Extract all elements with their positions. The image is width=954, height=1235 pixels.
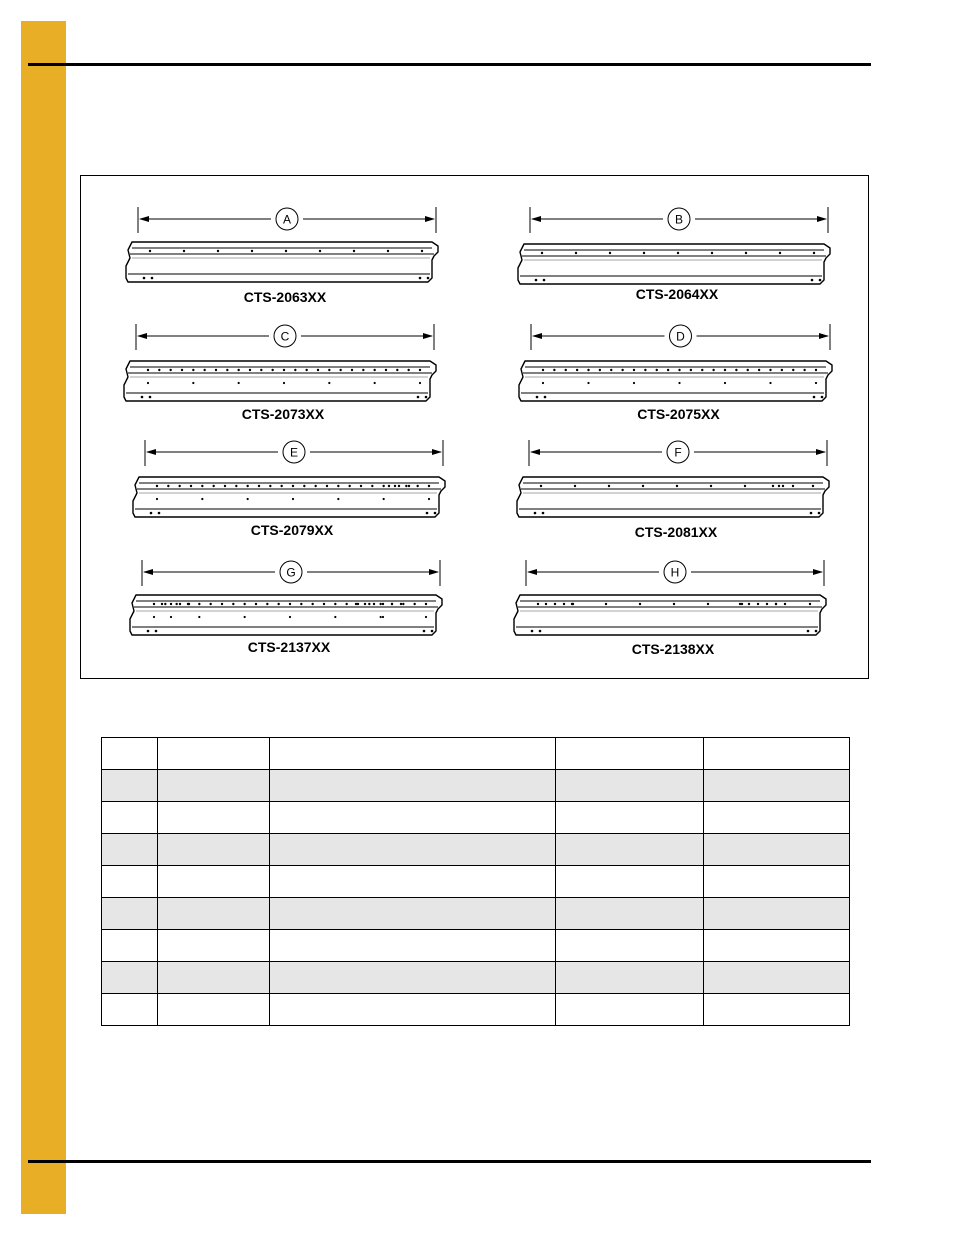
dimension-label: D (676, 329, 685, 344)
dimension-label: C (280, 329, 290, 344)
table-cell (102, 930, 158, 962)
table-cell (270, 930, 556, 962)
table-row (102, 962, 850, 994)
table-cell (158, 994, 270, 1026)
table-cell (102, 898, 158, 930)
table-cell (270, 834, 556, 866)
table-cell (704, 994, 850, 1026)
table-cell (556, 898, 704, 930)
table-cell (270, 802, 556, 834)
parts-figure (80, 175, 869, 679)
table-cell (270, 866, 556, 898)
part-number-label: CTS-2073XX (241, 406, 325, 422)
table-cell (158, 770, 270, 802)
table-cell (270, 898, 556, 930)
table-cell (102, 962, 158, 994)
header-rule (28, 63, 871, 66)
channel-c (124, 324, 436, 422)
table-cell (556, 834, 704, 866)
channel-h (514, 560, 826, 657)
table-cell (158, 802, 270, 834)
dimension-label: B (674, 212, 684, 227)
table-row (102, 866, 850, 898)
channel-e (133, 440, 445, 538)
side-tab (21, 21, 66, 1214)
table-cell (704, 866, 850, 898)
dimension-label: A (282, 212, 292, 227)
table-cell (102, 994, 158, 1026)
dimension-label: G (286, 565, 296, 580)
table-cell (158, 834, 270, 866)
table-cell (704, 962, 850, 994)
table-cell (102, 866, 158, 898)
table-row (102, 802, 850, 834)
channel-f (517, 440, 829, 540)
footer-rule (28, 1160, 871, 1163)
table-cell (556, 930, 704, 962)
table-cell (102, 738, 158, 770)
part-number-label: CTS-2138XX (631, 641, 715, 657)
dimension-label: H (670, 565, 680, 580)
table-cell (556, 802, 704, 834)
table-row (102, 930, 850, 962)
parts-drawing (81, 176, 870, 680)
table-cell (556, 962, 704, 994)
channel-d (519, 324, 832, 422)
part-number-label: CTS-2081XX (634, 524, 718, 540)
part-number-label: CTS-2075XX (637, 406, 720, 422)
table-cell (704, 898, 850, 930)
table-row (102, 834, 850, 866)
table-cell (704, 770, 850, 802)
table-cell (270, 770, 556, 802)
table-cell (102, 770, 158, 802)
table-row (102, 770, 850, 802)
table-cell (158, 930, 270, 962)
table-cell (556, 866, 704, 898)
channel-g (130, 560, 442, 655)
part-number-label: CTS-2137XX (247, 639, 331, 655)
table-row (102, 994, 850, 1026)
table-cell (158, 898, 270, 930)
table-header-row (102, 738, 850, 770)
part-number-label: CTS-2079XX (250, 522, 334, 538)
table-cell (102, 834, 158, 866)
table-row (102, 898, 850, 930)
dimension-label: E (289, 445, 299, 460)
table-cell (556, 738, 704, 770)
channel-a (126, 207, 438, 305)
table-cell (704, 930, 850, 962)
table-cell (102, 802, 158, 834)
table-cell (158, 962, 270, 994)
table-cell (704, 738, 850, 770)
part-number-label: CTS-2064XX (635, 286, 719, 302)
table-cell (556, 994, 704, 1026)
channel-b (518, 207, 830, 302)
part-number-label: CTS-2063XX (243, 289, 327, 305)
table-cell (270, 738, 556, 770)
table-cell (158, 866, 270, 898)
table-cell (158, 738, 270, 770)
table-cell (704, 802, 850, 834)
table-cell (704, 834, 850, 866)
dimension-label: F (674, 445, 682, 460)
table-cell (556, 770, 704, 802)
table-cell (270, 994, 556, 1026)
table-cell (270, 962, 556, 994)
spec-table (101, 737, 850, 1026)
